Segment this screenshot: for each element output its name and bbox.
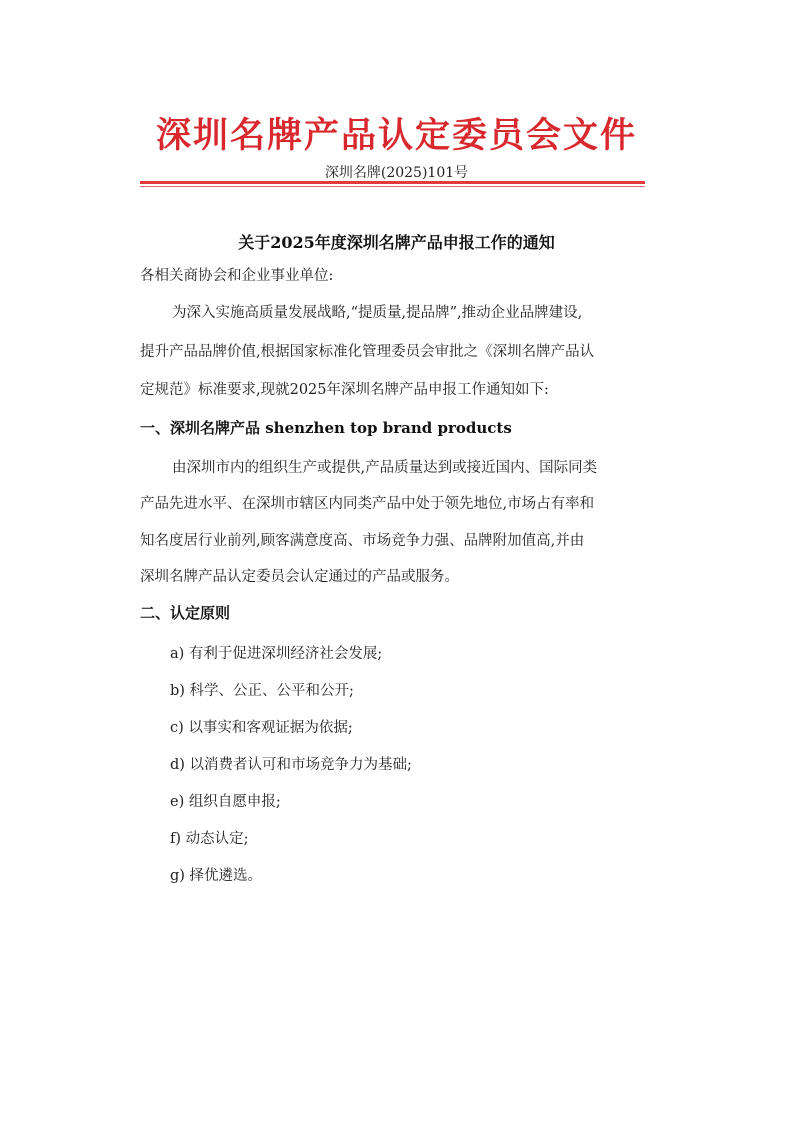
intro-line: 定规范》标准要求,现就2025年深圳名牌产品申报工作通知如下: [140,382,549,398]
section-line: 由深圳市内的组织生产或提供,产品质量达到或接近国内、国际同类 [172,460,598,476]
intro-line: 提升产品品牌价值,根据国家标准化管理委员会审批之《深圳名牌产品认 [140,344,595,360]
section-line: 知名度居行业前列,顾客满意度高、市场竞争力强、品牌附加值高,并由 [140,533,585,549]
principle-item: g) 择优遴选。 [170,868,263,884]
salutation: 各相关商协会和企业事业单位: [140,268,334,284]
section-heading: 二、认定原则 [140,604,231,622]
org-header-title: 深圳名牌产品认定委员会文件 [155,115,637,156]
principle-item: d) 以消费者认可和市场竞争力为基础; [170,757,412,773]
principle-item: b) 科学、公正、公平和公开; [170,683,354,699]
section-heading: 一、深圳名牌产品 shenzhen top brand products [140,419,512,437]
section-line: 深圳名牌产品认定委员会认定通过的产品或服务。 [140,569,459,585]
notice-title: 关于2025年度深圳名牌产品申报工作的通知 [238,233,555,252]
principle-item: a) 有利于促进深圳经济社会发展; [170,646,383,662]
intro-line: 为深入实施高质量发展战略,“提质量,提品牌”,推动企业品牌建设, [172,305,583,321]
red-header-rule-thin [140,186,645,187]
document-number: 深圳名牌(2025)101号 [324,165,469,181]
red-header-rule [140,181,645,184]
principle-item: c) 以事实和客观证据为依据; [170,720,353,736]
principle-item: e) 组织自愿申报; [170,794,281,810]
principle-item: f) 动态认定; [170,831,249,847]
section-line: 产品先进水平、在深圳市辖区内同类产品中处于领先地位,市场占有率和 [140,496,595,512]
